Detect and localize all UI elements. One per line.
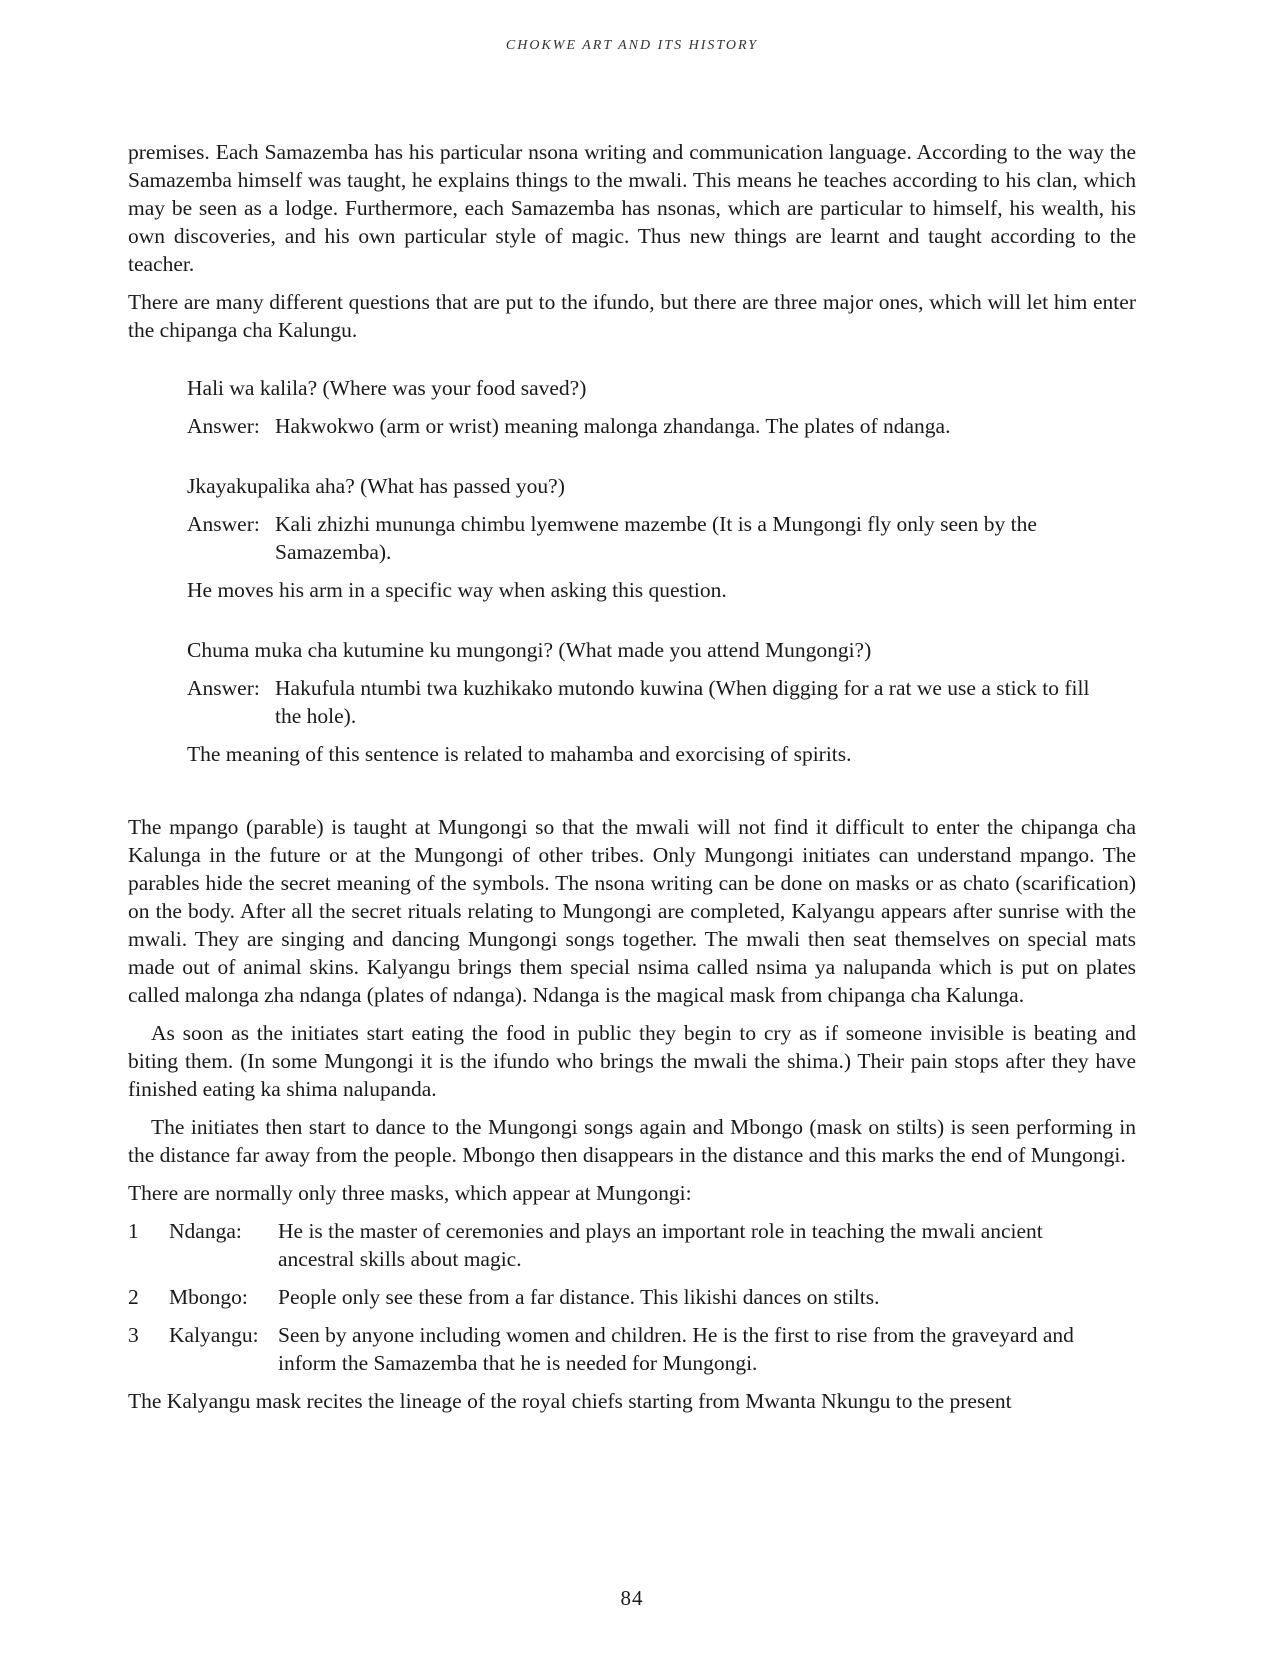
answer-text: Hakwokwo (arm or wrist) meaning malonga zhandanga. The plates of ndanga.: [275, 414, 951, 438]
list-item-description: Seen by anyone including women and children. He is the first to rise from the graveyard and inform the Samazemba that he is needed for Mungongi.: [278, 1323, 1074, 1375]
list-item-name: Kalyangu:: [169, 1323, 259, 1347]
list-item-number: 3: [128, 1323, 139, 1347]
paragraph-kalyangu-lineage: The Kalyangu mask recites the lineage of the royal chiefs starting from Mwanta Nkungu to the present: [128, 1389, 1012, 1413]
paragraph-masks-intro: There are normally only three masks, which appear at Mungongi:: [128, 1181, 692, 1205]
question-1: Hali wa kalila? (Where was your food saved?): [187, 376, 587, 400]
answer-label: Answer:: [187, 676, 260, 700]
question-3: Chuma muka cha kutumine ku mungongi? (What made you attend Mungongi?): [187, 638, 872, 662]
question-3-note: The meaning of this sentence is related to mahamba and exorcising of spirits.: [187, 742, 852, 766]
list-item-name: Mbongo:: [169, 1285, 248, 1309]
answer-2: [187, 510, 1136, 566]
list-item: [128, 1321, 1136, 1377]
paragraph-questions-intro: There are many different questions that are put to the ifundo, but there are three major ones, which will let him enter the chipanga cha Kalungu.: [128, 290, 1136, 342]
paragraph-premises: premises. Each Samazemba has his particular nsona writing and communication language. According to the way the Samazemba himself was taught, he explains things to the mwali. This means he teaches according to his clan, which may be seen as a lodge. Furthermore, each Samazemba has nsonas, which are particular to himself, his wealth, his own discoveries, and his own particular style of magic. Thus new things are learnt and taught according to the teacher.: [128, 140, 1136, 276]
list-item-name: Ndanga:: [169, 1219, 242, 1243]
answer-text: Hakufula ntumbi twa kuzhikako mutondo kuwina (When digging for a rat we use a stick to fill the hole).: [275, 676, 1090, 728]
paragraph-initiates-eating: As soon as the initiates start eating the food in public they begin to cry as if someone invisible is beating and biting them. (In some Mungongi it is the ifundo who brings the mwali the shima.) Their pain stops after they have finished eating ka shima nalupanda.: [128, 1021, 1136, 1101]
answer-1: [187, 412, 1136, 440]
list-item: [128, 1283, 1136, 1311]
answer-3: [187, 674, 1136, 730]
paragraph-initiates-dance: The initiates then start to dance to the Mungongi songs again and Mbongo (mask on stilts) is seen performing in the distance far away from the people. Mbongo then disappears in the distance and this marks the end of Mungongi.: [128, 1115, 1136, 1167]
page-number: 84: [620, 1586, 644, 1610]
mask-list: [128, 1217, 1136, 1377]
answer-label: Answer:: [187, 512, 260, 536]
answer-text: Kali zhizhi mununga chimbu lyemwene mazembe (It is a Mungongi fly only seen by the Samazemba).: [275, 512, 1037, 564]
list-item-number: 1: [128, 1219, 139, 1243]
list-item-description: People only see these from a far distance. This likishi dances on stilts.: [278, 1285, 880, 1309]
paragraph-mpango: The mpango (parable) is taught at Mungongi so that the mwali will not find it difficult to enter the chipanga cha Kalunga in the future or at the Mungongi of other tribes. Only Mungongi initiates can understand mpango. The parables hide the secret meaning of the symbols. The nsona writing can be done on masks or as chato (scarification) on the body. After all the secret rituals relating to Mungongi are completed, Kalyangu appears after sunrise with the mwali. They are singing and dancing Mungongi songs together. The mwali then seat themselves on special mats made out of animal skins. Kalyangu brings them special nsima called nsima ya nalupanda which is put on plates called malonga zha ndanga (plates of ndanga). Ndanga is the magical mask from chipanga cha Kalunga.: [128, 815, 1136, 1007]
running-head: CHOKWE ART AND ITS HISTORY: [505, 38, 759, 53]
list-item-number: 2: [128, 1285, 139, 1309]
list-item: [128, 1217, 1136, 1273]
question-2: Jkayakupalika aha? (What has passed you?): [187, 474, 565, 498]
list-item-description: He is the master of ceremonies and plays an important role in teaching the mwali ancient ancestral skills about magic.: [278, 1219, 1043, 1271]
answer-label: Answer:: [187, 414, 260, 438]
page-body: [128, 138, 1136, 1425]
question-answer-block: [187, 374, 1136, 768]
question-2-note: He moves his arm in a specific way when asking this question.: [187, 578, 727, 602]
